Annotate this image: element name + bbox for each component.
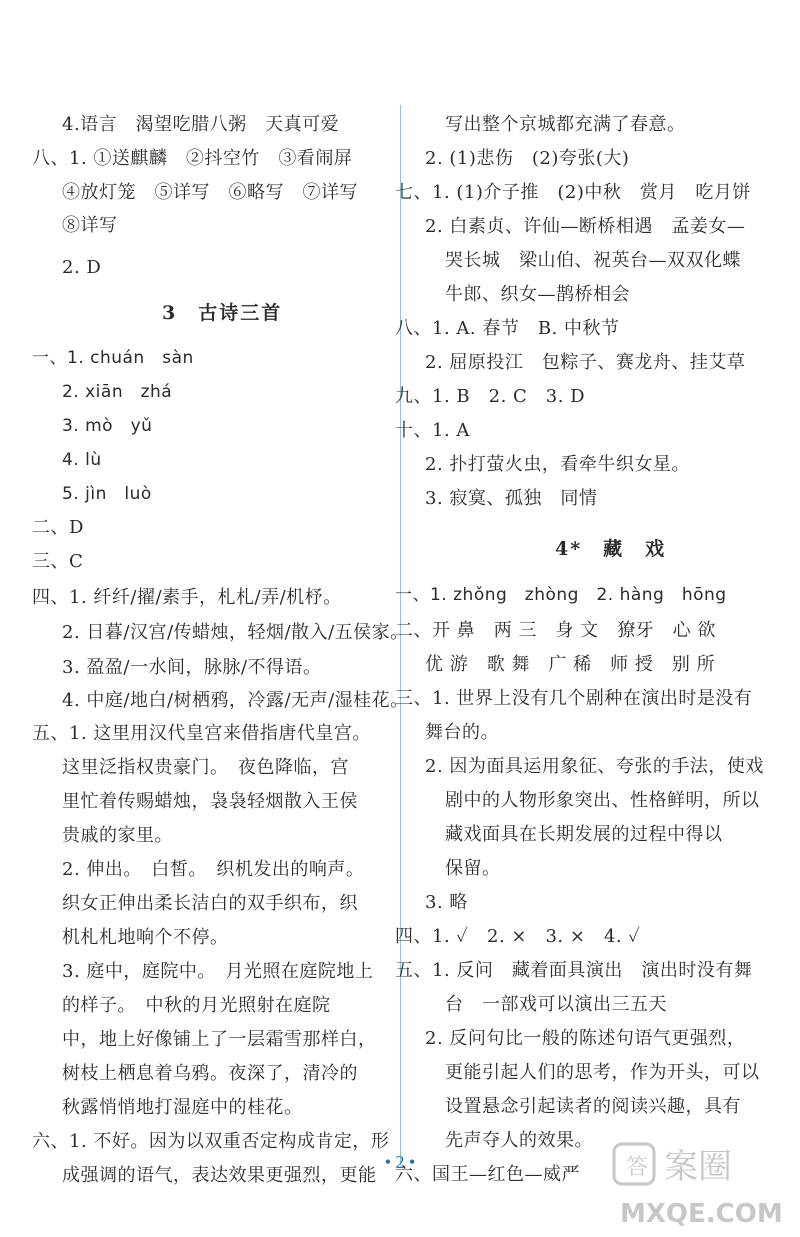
answer-line: 里忙着传赐蜡烛，袅袅轻烟散入王侯 — [62, 791, 358, 812]
watermark-text-en: MXQE.COM — [620, 1199, 783, 1229]
watermark-logo — [612, 1140, 792, 1232]
answer-line: 一、1. zhǒng zhòng 2. hàng hōng — [395, 585, 727, 605]
answer-line: 剧中的人物形象突出、性格鲜明，所以 — [445, 790, 760, 811]
answer-line: 先声夺人的效果。 — [445, 1130, 593, 1151]
answer-line: 3. 略 — [425, 892, 468, 913]
answer-line: 六、国王—红色—威严 — [395, 1164, 580, 1185]
answer-line: 3. 盈盈/一水间，脉脉/不得语。 — [62, 657, 322, 678]
answer-line: 2. xiān zhá — [62, 382, 173, 402]
page-number: • 2 • — [384, 1152, 416, 1172]
answer-line: 一、1. chuán sàn — [32, 348, 194, 368]
answer-line: 5. jìn luò — [62, 484, 152, 504]
answer-line: 十、1. A — [395, 420, 470, 441]
answer-line: 4.语言 渴望吃腊八粥 天真可爱 — [62, 114, 340, 135]
answer-line: 藏戏面具在长期发展的过程中得以 — [445, 824, 723, 845]
answer-line: 的样子。 中秋的月光照射在庭院 — [62, 995, 331, 1016]
answer-line: 设置悬念引起读者的阅读兴趣，具有 — [445, 1096, 741, 1117]
answer-line: 2. 扑打萤火虫，看牵牛织女星。 — [425, 454, 690, 475]
answer-line: 2. 白素贞、许仙—断桥相遇 孟姜女— — [425, 216, 746, 237]
answer-line: ④放灯笼 ⑤详写 ⑥略写 ⑦详写 — [62, 182, 358, 203]
watermark-text-cn: 案圈 — [664, 1147, 732, 1187]
answer-line: 树枝上栖息着乌鸦。夜深了，清冷的 — [62, 1063, 358, 1084]
answer-line: 三、1. 世界上没有几个剧种在演出时是没有 — [395, 688, 753, 709]
answer-line: 四、1. ✓ 2. × 3. × 4. ✓ — [395, 926, 641, 947]
answer-line: 九、1. B 2. C 3. D — [395, 386, 586, 407]
answer-line: 秋露悄悄地打湿庭中的桂花。 — [62, 1097, 303, 1118]
answer-line: 机札札地响个不停。 — [62, 927, 229, 948]
answer-line: 织女正伸出柔长洁白的双手织布，织 — [62, 893, 358, 914]
watermark-char-1: 答 — [626, 1155, 649, 1180]
answer-line: 3. 庭中，庭院中。 月光照在庭院地上 — [62, 961, 374, 982]
section-heading-tibetan-opera: 4* 藏 戏 — [555, 538, 667, 560]
answer-line: 4. lù — [62, 450, 102, 470]
answer-line: 成强调的语气，表达效果更强烈，更能 — [62, 1165, 377, 1186]
answer-line: 中，地上好像铺上了一层霜雪那样白， — [62, 1029, 377, 1050]
answer-line: 五、1. 这里用汉代皇宫来借指唐代皇宫。 — [32, 723, 371, 744]
answer-line: 更能引起人们的思考，作为开头，可以 — [445, 1062, 760, 1083]
answer-line: 3. mò yǔ — [62, 416, 153, 436]
answer-line: ⑧详写 — [62, 215, 118, 236]
answer-line: 2. 反问句比一般的陈述句语气更强烈， — [425, 1028, 746, 1049]
answer-line: 2. 日暮/汉宫/传蜡烛，轻烟/散入/五侯家。 — [62, 622, 409, 643]
answer-line: 写出整个京城都充满了春意。 — [445, 114, 686, 135]
answer-line: 2. 因为面具运用象征、夸张的手法，使戏 — [425, 756, 764, 777]
answer-line: 八、1. A. 春节 B. 中秋节 — [395, 318, 620, 339]
answer-line: 优 游 歌 舞 广 稀 师 授 别 所 — [425, 654, 716, 675]
section-heading-ancient-poems: 3 古诗三首 — [162, 302, 283, 324]
answer-line: 五、1. 反问 藏着面具演出 演出时没有舞 — [395, 960, 753, 981]
answer-line: 六、1. 不好。因为以双重否定构成肯定，形 — [32, 1131, 390, 1152]
answer-line: 三、C — [32, 551, 84, 572]
answer-line: 2. 屈原投江 包粽子、赛龙舟、挂艾草 — [425, 352, 746, 373]
answer-line: 2. D — [62, 257, 102, 278]
answer-line: 2. (1)悲伤 (2)夸张(大) — [425, 148, 630, 169]
answer-line: 台 一部戏可以演出三五天 — [445, 994, 667, 1015]
answer-line: 2. 伸出。 白皙。 织机发出的响声。 — [62, 859, 365, 880]
answer-line: 二、开 鼻 两 三 身 文 獠牙 心 欲 — [395, 620, 716, 641]
answer-line: 3. 寂寞、孤独 同情 — [425, 488, 598, 509]
answer-line: 舞台的。 — [425, 722, 499, 743]
answer-line: 八、1. ①送麒麟 ②抖空竹 ③看闹屏 — [32, 148, 353, 169]
answer-line: 二、D — [32, 517, 84, 538]
answer-line: 牛郎、织女—鹊桥相会 — [445, 284, 630, 305]
answer-line: 贵戚的家里。 — [62, 825, 173, 846]
answer-line: 4. 中庭/地白/树栖鸦，冷露/无声/湿桂花。 — [62, 690, 409, 711]
answer-line: 哭长城 梁山伯、祝英台—双双化蝶 — [445, 250, 741, 271]
answer-line: 四、1. 纤纤/擢/素手，札札/弄/机杼。 — [32, 587, 342, 608]
answer-line: 这里泛指权贵豪门。 夜色降临，宫 — [62, 757, 349, 778]
answer-line: 七、1. (1)介子推 (2)中秋 赏月 吃月饼 — [395, 182, 751, 203]
answer-line: 保留。 — [445, 858, 501, 879]
